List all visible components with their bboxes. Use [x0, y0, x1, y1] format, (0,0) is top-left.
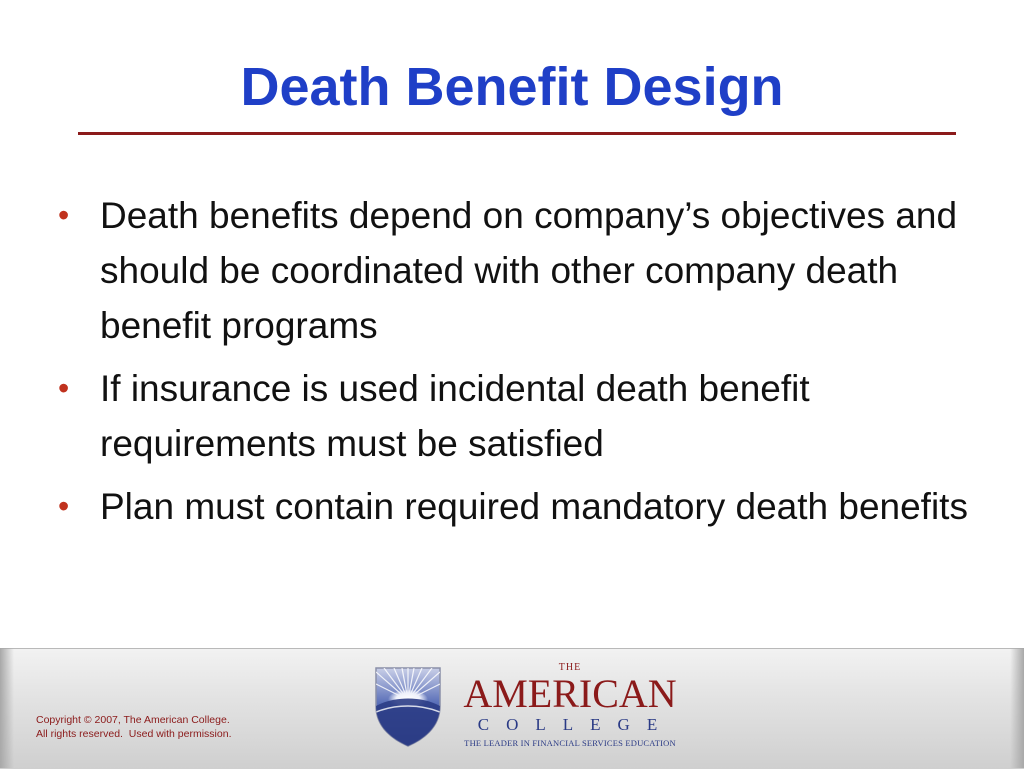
bullet-text: Plan must contain required mandatory death benefits	[100, 486, 968, 527]
bullet-list	[54, 188, 974, 542]
bullet-item	[54, 188, 974, 353]
bullet-icon: •	[58, 197, 70, 233]
copyright-notice	[36, 713, 232, 741]
bullet-text: If insurance is used incidental death benefit requirements must be satisfied	[100, 368, 810, 464]
slide-title: Death Benefit Design	[240, 57, 784, 117]
bullet-item	[54, 361, 974, 471]
bullet-icon: •	[58, 370, 70, 406]
bullet-text: Death benefits depend on company’s objectives and should be coordinated with other company death benefit programs	[100, 195, 958, 346]
footer-left-edge	[0, 648, 14, 768]
title-divider	[78, 132, 956, 135]
logo-college: COLLEGE	[477, 715, 675, 734]
american-college-logo	[450, 662, 690, 752]
logo-american: AMERICAN	[463, 671, 677, 716]
logo-tagline: THE LEADER IN FINANCIAL SERVICES EDUCATION	[464, 738, 676, 748]
logo-the: THE	[558, 662, 582, 673]
copyright-line-2: All rights reserved. Used with permission.	[36, 728, 232, 740]
copyright-line-1: Copyright © 2007, The American College.	[36, 714, 230, 726]
footer-right-edge	[1010, 648, 1024, 768]
bullet-item	[54, 479, 974, 534]
shield-sunrise-icon	[374, 666, 442, 748]
bullet-icon: •	[58, 488, 70, 524]
